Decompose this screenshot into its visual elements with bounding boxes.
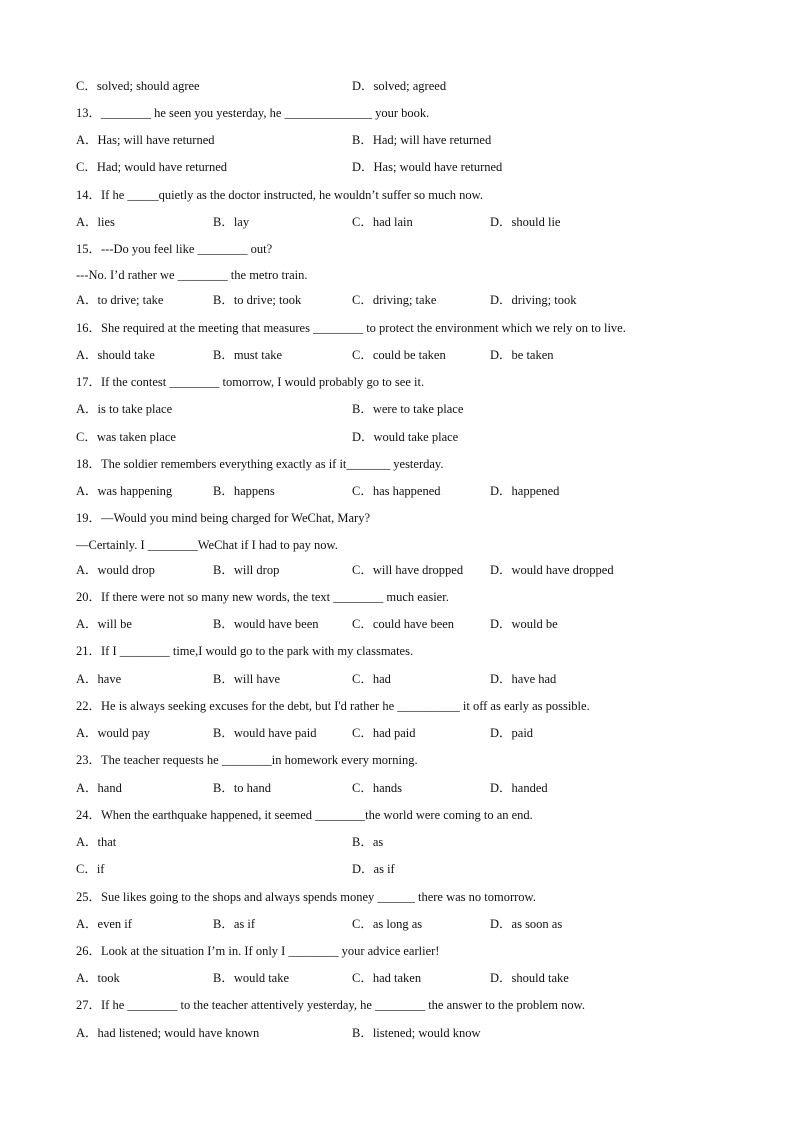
answer-option: A．will be: [76, 617, 132, 631]
question-text: 21．If I ________ time,I would go to the park with my classmates.: [76, 644, 414, 658]
answer-option: A．is to take place: [76, 402, 173, 416]
question-text: 26．Look at the situation I’m in. If only I ________ your advice earlier!: [76, 944, 440, 958]
question-text: 23．The teacher requests he ________in homework every morning.: [76, 753, 418, 767]
question-text: 17．If the contest ________ tomorrow, I would probably go to see it.: [76, 375, 425, 389]
question-text: —Certainly. I ________WeChat if I had to pay now.: [76, 538, 338, 552]
answer-option: A．would drop: [76, 563, 155, 577]
question-text: 25．Sue likes going to the shops and always spends money ______ there was no tomorrow.: [76, 890, 536, 904]
answer-option: A．lies: [76, 215, 115, 229]
answer-option: D．would be: [490, 617, 558, 631]
answer-option: D．as if: [352, 862, 395, 876]
answer-option: A．took: [76, 971, 120, 985]
answer-option: C．driving; take: [352, 293, 437, 307]
answer-option: D．paid: [490, 726, 534, 740]
answer-option: A．should take: [76, 348, 155, 362]
answer-option: D．as soon as: [490, 917, 563, 931]
answer-option: D．would have dropped: [490, 563, 614, 577]
answer-option: A．even if: [76, 917, 132, 931]
answer-option: B．lay: [213, 215, 250, 229]
answer-option: C．had: [352, 672, 391, 686]
answer-option: B．Had; will have returned: [352, 133, 492, 147]
answer-option: C．Had; would have returned: [76, 160, 228, 174]
question-text: 24．When the earthquake happened, it seemed ________the world were coming to an end.: [76, 808, 533, 822]
answer-option: B．will have: [213, 672, 281, 686]
answer-option: A．have: [76, 672, 122, 686]
answer-option: B．happens: [213, 484, 275, 498]
answer-option: B．were to take place: [352, 402, 464, 416]
answer-option: D．would take place: [352, 430, 459, 444]
answer-option: A．Has; will have returned: [76, 133, 215, 147]
answer-option: C．solved; should agree: [76, 79, 200, 93]
answer-option: C．had lain: [352, 215, 413, 229]
answer-option: C．hands: [352, 781, 403, 795]
question-text: 14．If he _____quietly as the doctor instructed, he wouldn’t suffer so much now.: [76, 188, 483, 202]
answer-option: B．will drop: [213, 563, 280, 577]
question-text: 22．He is always seeking excuses for the debt, but I'd rather he __________ it off as early as possible.: [76, 699, 590, 713]
answer-option: C．if: [76, 862, 105, 876]
question-text: 27．If he ________ to the teacher attentively yesterday, he ________ the answer to the problem now.: [76, 998, 585, 1012]
answer-option: A．had listened; would have known: [76, 1026, 260, 1040]
answer-option: D．solved; agreed: [352, 79, 447, 93]
answer-option: C．had taken: [352, 971, 422, 985]
answer-option: B．to hand: [213, 781, 271, 795]
question-text: 13．________ he seen you yesterday, he ______________ your book.: [76, 106, 430, 120]
answer-option: D．handed: [490, 781, 548, 795]
answer-option: C．could have been: [352, 617, 455, 631]
answer-option: D．should take: [490, 971, 569, 985]
answer-option: C．will have dropped: [352, 563, 464, 577]
answer-option: B．would take: [213, 971, 290, 985]
answer-option: D．Has; would have returned: [352, 160, 503, 174]
answer-option: B．as: [352, 835, 384, 849]
question-text: 20．If there were not so many new words, the text ________ much easier.: [76, 590, 449, 604]
answer-option: D．should lie: [490, 215, 561, 229]
answer-option: D．happened: [490, 484, 560, 498]
question-text: 18．The soldier remembers everything exactly as if it_______ yesterday.: [76, 457, 444, 471]
answer-option: B．would have paid: [213, 726, 317, 740]
answer-option: D．have had: [490, 672, 557, 686]
question-text: 19．—Would you mind being charged for WeChat, Mary?: [76, 511, 370, 525]
answer-option: C．has happened: [352, 484, 441, 498]
question-text: 16．She required at the meeting that measures ________ to protect the environment which we rely on to live.: [76, 321, 626, 335]
answer-option: A．hand: [76, 781, 122, 795]
answer-option: A．to drive; take: [76, 293, 164, 307]
answer-option: D．driving; took: [490, 293, 577, 307]
answer-option: D．be taken: [490, 348, 554, 362]
answer-option: A．was happening: [76, 484, 173, 498]
answer-option: A．that: [76, 835, 117, 849]
answer-option: B．must take: [213, 348, 283, 362]
answer-option: C．as long as: [352, 917, 423, 931]
answer-option: A．would pay: [76, 726, 150, 740]
question-text: ---No. I’d rather we ________ the metro train.: [76, 268, 308, 282]
answer-option: C．had paid: [352, 726, 416, 740]
question-text: 15．---Do you feel like ________ out?: [76, 242, 273, 256]
answer-option: B．to drive; took: [213, 293, 302, 307]
answer-option: B．would have been: [213, 617, 319, 631]
answer-option: C．could be taken: [352, 348, 446, 362]
answer-option: B．listened; would know: [352, 1026, 481, 1040]
answer-option: C．was taken place: [76, 430, 176, 444]
answer-option: B．as if: [213, 917, 256, 931]
